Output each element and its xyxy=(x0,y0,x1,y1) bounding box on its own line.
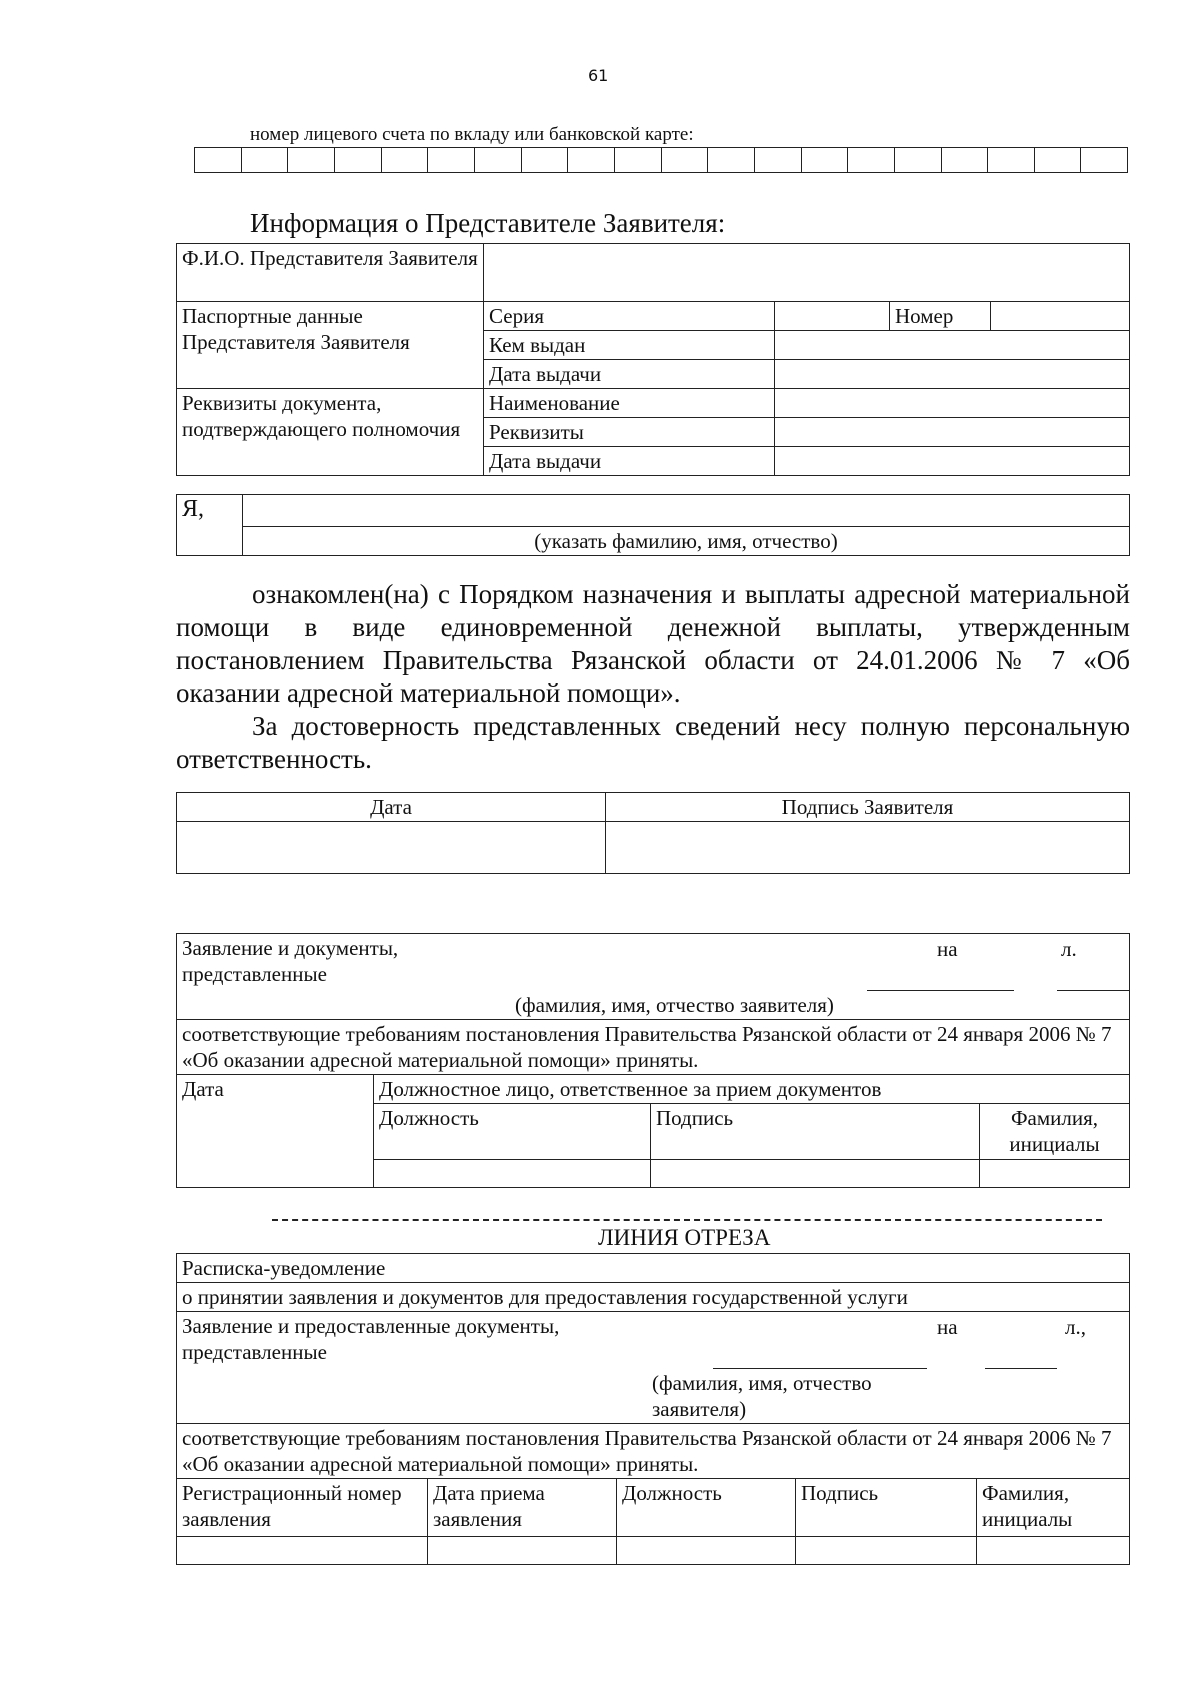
account-digit-cell[interactable] xyxy=(615,148,662,172)
signature-header: Подпись Заявителя xyxy=(606,793,1130,822)
doc-date-label: Дата выдачи xyxy=(484,447,775,476)
receipt2-accept-date-input[interactable] xyxy=(428,1537,617,1565)
receipt1-position-label: Должность xyxy=(374,1104,651,1160)
receipt1-docs-label: Заявление и документы, представленные xyxy=(182,936,399,986)
issued-by-input[interactable] xyxy=(775,331,1130,360)
doc-name-input[interactable] xyxy=(775,389,1130,418)
receipt2-fio-hint: (фамилия, имя, отчество заявителя) xyxy=(652,1371,872,1421)
declarant-name-hint: (указать фамилию, имя, отчество) xyxy=(243,527,1130,556)
doc-requisites-input[interactable] xyxy=(775,418,1130,447)
receipt2-name-label: Фамилия, инициалы xyxy=(977,1479,1130,1537)
receipt1-position-input[interactable] xyxy=(374,1160,651,1188)
declarant-name-input[interactable] xyxy=(243,495,1130,527)
representative-heading: Информация о Представителе Заявителя: xyxy=(250,208,726,238)
receipt-table-2 xyxy=(176,1253,1130,1565)
account-label: номер лицевого счета по вкладу или банковской карте: xyxy=(250,124,694,145)
doc-name-label: Наименование xyxy=(484,389,775,418)
account-digit-cell[interactable] xyxy=(522,148,569,172)
receipt1-on: на xyxy=(937,937,958,961)
fio-label: Ф.И.О. Представителя Заявителя xyxy=(177,244,484,302)
account-digit-cell[interactable] xyxy=(708,148,755,172)
issue-date-input[interactable] xyxy=(775,360,1130,389)
account-digit-cell[interactable] xyxy=(242,148,289,172)
series-input[interactable] xyxy=(775,302,890,331)
account-digit-cell[interactable] xyxy=(1081,148,1127,172)
receipt1-official-label: Должностное лицо, ответственное за прием документов xyxy=(374,1075,1130,1104)
receipt2-signature-input[interactable] xyxy=(796,1537,977,1565)
account-digit-cell[interactable] xyxy=(942,148,989,172)
receipt2-subtitle: о принятии заявления и документов для предоставления государственной услуги xyxy=(177,1283,1130,1312)
receipt1-signature-label: Подпись xyxy=(651,1104,980,1160)
declaration-paragraph-1: ознакомлен(на) с Порядком назначения и выплаты адресной материальной помощи в виде единовременной денежной выплаты, утвержденным постановлением Правительства Рязанской области от 24.01.2006 № 7 «Об оказании адресной материальной помощи». xyxy=(176,579,1130,708)
page-number: 61 xyxy=(588,66,609,85)
receipt1-docs-row xyxy=(177,934,1130,1020)
account-digit-cell[interactable] xyxy=(755,148,802,172)
signature-input[interactable] xyxy=(606,822,1130,874)
account-digit-cell[interactable] xyxy=(428,148,475,172)
issued-by-label: Кем выдан xyxy=(484,331,775,360)
receipt2-name-line[interactable] xyxy=(713,1368,927,1369)
date-header: Дата xyxy=(177,793,606,822)
receipt1-conform: соответствующие требованиям постановления Правительства Рязанской области от 24 января 2006 № 7 «Об оказании адресной материальной помощи» приняты. xyxy=(177,1020,1130,1075)
account-number-cells[interactable] xyxy=(194,147,1128,173)
doc-label: Реквизиты документа, подтверждающего полномочия xyxy=(177,389,484,476)
account-digit-cell[interactable] xyxy=(662,148,709,172)
passport-label: Паспортные данные Представителя Заявителя xyxy=(177,302,484,389)
receipt2-sheets: л., xyxy=(1065,1315,1086,1339)
account-digit-cell[interactable] xyxy=(475,148,522,172)
receipt2-signature-label: Подпись xyxy=(796,1479,977,1537)
receipt2-docs-row xyxy=(177,1312,1130,1424)
receipt2-accept-date-label: Дата приема заявления xyxy=(428,1479,617,1537)
receipt2-reg-number-input[interactable] xyxy=(177,1537,428,1565)
account-digit-cell[interactable] xyxy=(848,148,895,172)
receipt1-sheets-count-line[interactable] xyxy=(1057,990,1129,991)
receipt1-name-input[interactable] xyxy=(980,1160,1130,1188)
doc-requisites-label: Реквизиты xyxy=(484,418,775,447)
account-digit-cell[interactable] xyxy=(1035,148,1082,172)
number-label: Номер xyxy=(890,302,991,331)
number-input[interactable] xyxy=(991,302,1130,331)
receipt2-position-input[interactable] xyxy=(617,1537,796,1565)
receipt2-name-input[interactable] xyxy=(977,1537,1130,1565)
receipt2-sheets-line[interactable] xyxy=(985,1368,1057,1369)
receipt2-on: на xyxy=(937,1315,958,1339)
account-digit-cell[interactable] xyxy=(382,148,429,172)
issue-date-label: Дата выдачи xyxy=(484,360,775,389)
receipt1-name-label: Фамилия, инициалы xyxy=(980,1104,1130,1160)
i-label: Я, xyxy=(177,495,243,556)
cut-line xyxy=(272,1219,1102,1221)
receipt1-sheets: л. xyxy=(1061,937,1077,961)
account-digit-cell[interactable] xyxy=(195,148,242,172)
receipt2-reg-number-label: Регистрационный номер заявления xyxy=(177,1479,428,1537)
declaration-paragraph-2: За достоверность представленных сведений несу полную персональную ответственность. xyxy=(176,711,1130,774)
account-digit-cell[interactable] xyxy=(335,148,382,172)
receipt2-conform: соответствующие требованиям постановления Правительства Рязанской области от 24 января 2006 № 7 «Об оказании адресной материальной помощи» приняты. xyxy=(177,1424,1130,1479)
doc-date-input[interactable] xyxy=(775,447,1130,476)
account-digit-cell[interactable] xyxy=(988,148,1035,172)
signature-table xyxy=(176,792,1130,874)
representative-table xyxy=(176,243,1130,476)
receipt2-position-label: Должность xyxy=(617,1479,796,1537)
receipt-table-1 xyxy=(176,933,1130,1188)
receipt1-fio-hint: (фамилия, имя, отчество заявителя) xyxy=(515,993,834,1017)
series-label: Серия xyxy=(484,302,775,331)
receipt2-docs-label: Заявление и предоставленные документы, представленные xyxy=(182,1314,560,1364)
receipt1-date-label: Дата xyxy=(177,1075,374,1188)
account-digit-cell[interactable] xyxy=(288,148,335,172)
receipt1-signature-input[interactable] xyxy=(651,1160,980,1188)
declaration-name-table xyxy=(176,494,1130,556)
date-input[interactable] xyxy=(177,822,606,874)
account-digit-cell[interactable] xyxy=(895,148,942,172)
fio-input[interactable] xyxy=(484,244,1130,302)
receipt1-sheets-line[interactable] xyxy=(964,990,1014,991)
cut-line-label: ЛИНИЯ ОТРЕЗА xyxy=(598,1225,771,1250)
receipt2-title: Расписка-уведомление xyxy=(177,1254,1130,1283)
account-digit-cell[interactable] xyxy=(802,148,849,172)
account-digit-cell[interactable] xyxy=(568,148,615,172)
